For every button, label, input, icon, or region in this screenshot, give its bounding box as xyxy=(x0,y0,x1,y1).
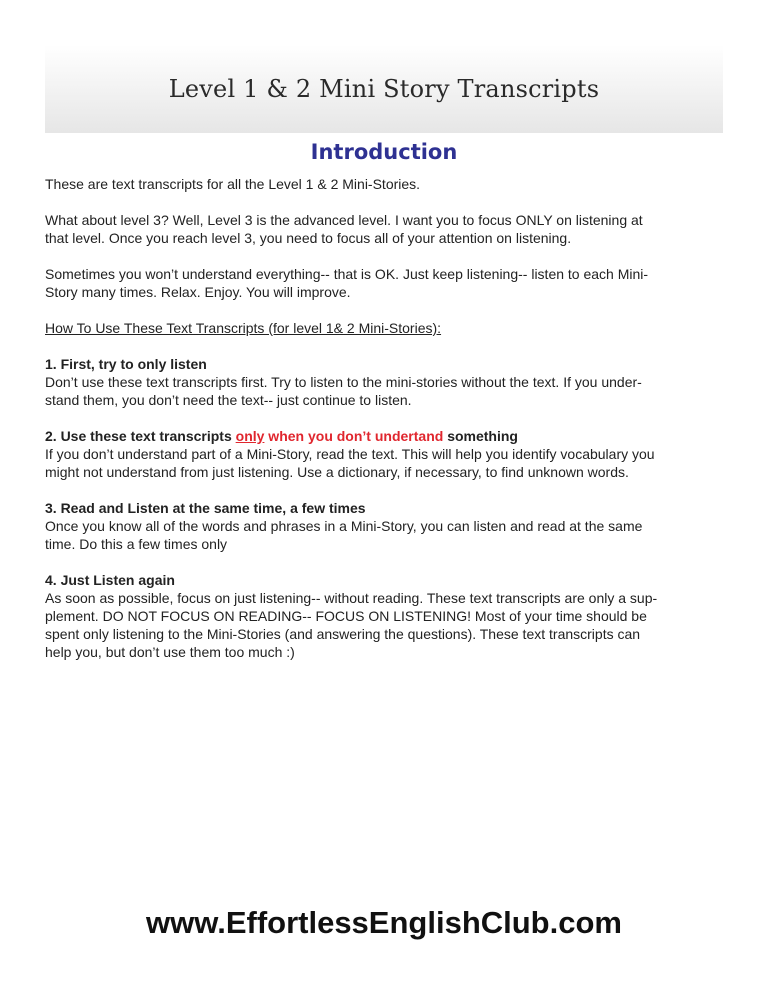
step-1: 1. First, try to only listen Don’t use these text transcripts first. Try to listen to the mini-stories without the text. If you under- stand them, you don’t need the text-- just continue to listen. xyxy=(45,356,642,408)
intro-heading: Introduction xyxy=(310,140,458,164)
step-4-title: 4. Just Listen again xyxy=(45,572,175,588)
page-title: Level 1 & 2 Mini Story Transcripts xyxy=(168,75,600,103)
only-emphasis: only xyxy=(235,428,265,444)
step-3-title: 3. Read and Listen at the same time, a few times xyxy=(45,500,366,516)
header-band xyxy=(45,45,723,133)
step-2: 2. Use these text transcripts only when you don’t undertand something If you don’t understand part of a Mini-Story, read the text. This will help you identify vocabulary you might not understand from just listening. Use a dictionary, if necessary, to find unknown words. xyxy=(45,428,655,480)
how-to-heading: How To Use These Text Transcripts (for level 1& 2 Mini-Stories): xyxy=(45,320,442,336)
footer-website-url: www.EffortlessEnglishClub.com xyxy=(146,905,622,940)
intro-paragraph-2: What about level 3? Well, Level 3 is the advanced level. I want you to focus ONLY on listening at that level. Once you reach level 3, you need to focus all of your attention on listening. xyxy=(45,212,643,246)
intro-paragraph-1: These are text transcripts for all the Level 1 & 2 Mini-Stories. xyxy=(45,176,421,192)
step-3: 3. Read and Listen at the same time, a few times Once you know all of the words and phrases in a Mini-Story, you can listen and read at the same time. Do this a few times only xyxy=(45,500,643,552)
intro-paragraph-3: Sometimes you won’t understand everything-- that is OK. Just keep listening-- listen to each Mini- Story many times. Relax. Enjoy. You will improve. xyxy=(45,266,649,300)
step-1-title: 1. First, try to only listen xyxy=(45,356,207,372)
document-body xyxy=(45,175,730,679)
step-4: 4. Just Listen again As soon as possible, focus on just listening-- without reading. These text transcripts are only a sup- plement. DO NOT FOCUS ON READING-- FOCUS ON LISTENING! Most of your time should be spent only listening to the Mini-Stories (and answering the questions). These text transcripts can help you, but don’t use them too much :) xyxy=(45,572,658,660)
step-2-title: 2. Use these text transcripts only when you don’t undertand something xyxy=(45,428,518,444)
